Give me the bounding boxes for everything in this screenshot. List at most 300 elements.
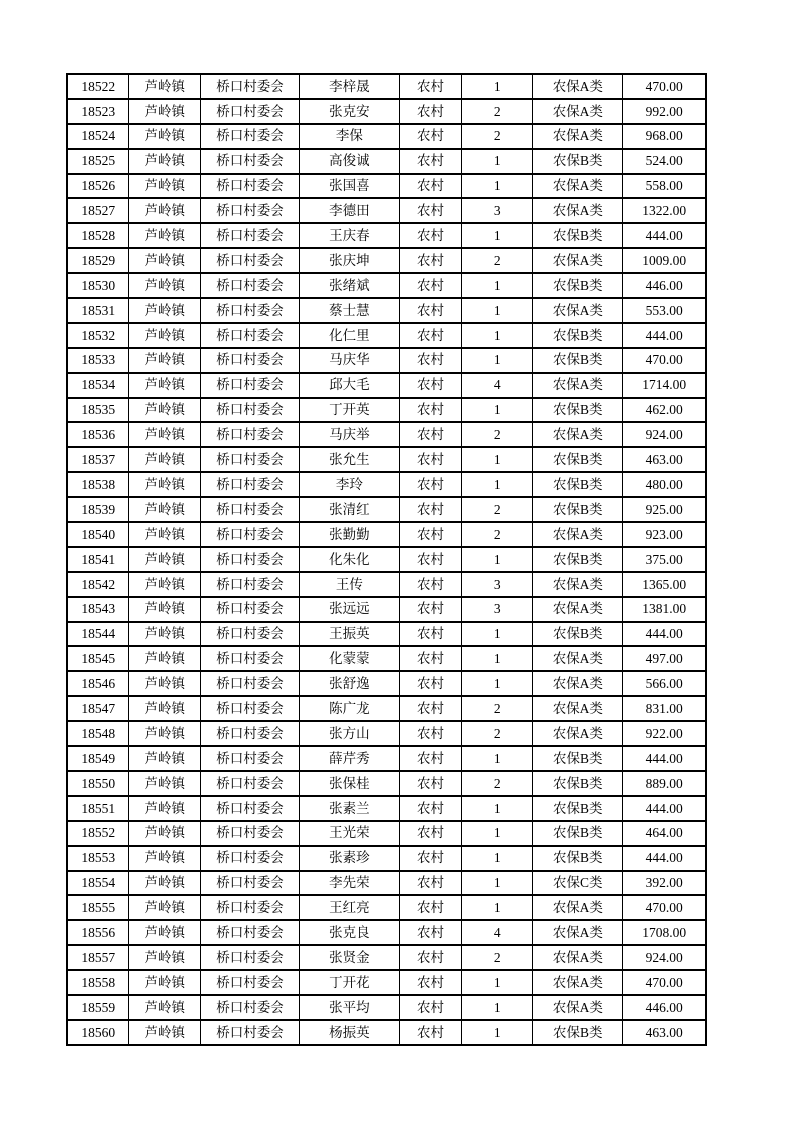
- cell-serial-number: 18527: [67, 198, 129, 223]
- cell-person-count: 1: [462, 1020, 533, 1045]
- cell-village-committee: 桥口村委会: [201, 721, 300, 746]
- cell-residence-type: 农村: [399, 99, 462, 124]
- table-row: [67, 920, 706, 945]
- cell-residence-type: 农村: [399, 124, 462, 149]
- cell-residence-type: 农村: [399, 198, 462, 223]
- cell-person-count: 1: [462, 447, 533, 472]
- cell-village-committee: 桥口村委会: [201, 447, 300, 472]
- cell-serial-number: 18548: [67, 721, 129, 746]
- table-row: [67, 646, 706, 671]
- cell-insurance-category: 农保B类: [533, 472, 623, 497]
- cell-serial-number: 18523: [67, 99, 129, 124]
- cell-amount: 470.00: [623, 348, 706, 373]
- cell-insurance-category: 农保B类: [533, 323, 623, 348]
- cell-town: 芦岭镇: [129, 871, 201, 896]
- cell-amount: 925.00: [623, 497, 706, 522]
- cell-town: 芦岭镇: [129, 497, 201, 522]
- cell-amount: 1714.00: [623, 373, 706, 398]
- cell-town: 芦岭镇: [129, 821, 201, 846]
- cell-person-name: 王振英: [300, 622, 400, 647]
- cell-residence-type: 农村: [399, 472, 462, 497]
- table-row: [67, 373, 706, 398]
- cell-amount: 922.00: [623, 721, 706, 746]
- cell-serial-number: 18555: [67, 895, 129, 920]
- cell-village-committee: 桥口村委会: [201, 223, 300, 248]
- cell-town: 芦岭镇: [129, 796, 201, 821]
- cell-village-committee: 桥口村委会: [201, 472, 300, 497]
- cell-serial-number: 18533: [67, 348, 129, 373]
- cell-town: 芦岭镇: [129, 1020, 201, 1045]
- cell-village-committee: 桥口村委会: [201, 298, 300, 323]
- cell-insurance-category: 农保A类: [533, 74, 623, 99]
- cell-village-committee: 桥口村委会: [201, 149, 300, 174]
- cell-person-name: 李玲: [300, 472, 400, 497]
- cell-residence-type: 农村: [399, 622, 462, 647]
- cell-insurance-category: 农保A类: [533, 995, 623, 1020]
- cell-amount: 470.00: [623, 895, 706, 920]
- cell-person-name: 张素兰: [300, 796, 400, 821]
- cell-residence-type: 农村: [399, 1020, 462, 1045]
- cell-town: 芦岭镇: [129, 920, 201, 945]
- cell-person-name: 张克良: [300, 920, 400, 945]
- cell-person-name: 张勤勤: [300, 522, 400, 547]
- cell-person-count: 1: [462, 323, 533, 348]
- cell-residence-type: 农村: [399, 273, 462, 298]
- table-row: [67, 174, 706, 199]
- cell-amount: 992.00: [623, 99, 706, 124]
- cell-residence-type: 农村: [399, 895, 462, 920]
- cell-serial-number: 18528: [67, 223, 129, 248]
- cell-person-name: 化蒙蒙: [300, 646, 400, 671]
- cell-insurance-category: 农保A类: [533, 248, 623, 273]
- cell-person-count: 1: [462, 472, 533, 497]
- table-row: [67, 348, 706, 373]
- cell-town: 芦岭镇: [129, 198, 201, 223]
- cell-residence-type: 农村: [399, 721, 462, 746]
- cell-person-count: 3: [462, 198, 533, 223]
- cell-town: 芦岭镇: [129, 273, 201, 298]
- cell-serial-number: 18534: [67, 373, 129, 398]
- cell-amount: 497.00: [623, 646, 706, 671]
- cell-village-committee: 桥口村委会: [201, 796, 300, 821]
- cell-person-count: 2: [462, 945, 533, 970]
- cell-amount: 444.00: [623, 846, 706, 871]
- table-row: [67, 622, 706, 647]
- cell-serial-number: 18550: [67, 771, 129, 796]
- cell-residence-type: 农村: [399, 746, 462, 771]
- cell-insurance-category: 农保B类: [533, 273, 623, 298]
- cell-amount: 444.00: [623, 323, 706, 348]
- cell-residence-type: 农村: [399, 522, 462, 547]
- cell-amount: 1365.00: [623, 572, 706, 597]
- cell-person-count: 1: [462, 895, 533, 920]
- cell-village-committee: 桥口村委会: [201, 746, 300, 771]
- table-row: [67, 124, 706, 149]
- cell-town: 芦岭镇: [129, 895, 201, 920]
- cell-village-committee: 桥口村委会: [201, 597, 300, 622]
- cell-person-count: 3: [462, 597, 533, 622]
- cell-residence-type: 农村: [399, 646, 462, 671]
- cell-village-committee: 桥口村委会: [201, 920, 300, 945]
- table-row: [67, 572, 706, 597]
- cell-insurance-category: 农保A类: [533, 99, 623, 124]
- cell-residence-type: 农村: [399, 572, 462, 597]
- cell-amount: 464.00: [623, 821, 706, 846]
- cell-insurance-category: 农保B类: [533, 1020, 623, 1045]
- table-row: [67, 945, 706, 970]
- cell-insurance-category: 农保A类: [533, 174, 623, 199]
- cell-residence-type: 农村: [399, 223, 462, 248]
- cell-village-committee: 桥口村委会: [201, 945, 300, 970]
- cell-residence-type: 农村: [399, 398, 462, 423]
- cell-insurance-category: 农保B类: [533, 771, 623, 796]
- cell-serial-number: 18556: [67, 920, 129, 945]
- cell-amount: 968.00: [623, 124, 706, 149]
- cell-person-count: 1: [462, 74, 533, 99]
- cell-village-committee: 桥口村委会: [201, 622, 300, 647]
- cell-village-committee: 桥口村委会: [201, 497, 300, 522]
- cell-residence-type: 农村: [399, 696, 462, 721]
- cell-village-committee: 桥口村委会: [201, 273, 300, 298]
- pension-records-table: [66, 73, 707, 1046]
- cell-person-name: 杨振英: [300, 1020, 400, 1045]
- table-row: [67, 1020, 706, 1045]
- cell-person-count: 1: [462, 348, 533, 373]
- cell-amount: 553.00: [623, 298, 706, 323]
- cell-serial-number: 18530: [67, 273, 129, 298]
- cell-person-count: 1: [462, 174, 533, 199]
- table-row: [67, 871, 706, 896]
- cell-person-name: 张舒逸: [300, 671, 400, 696]
- table-row: [67, 821, 706, 846]
- cell-town: 芦岭镇: [129, 422, 201, 447]
- cell-person-name: 马庆举: [300, 422, 400, 447]
- cell-insurance-category: 农保B类: [533, 821, 623, 846]
- cell-person-name: 张远远: [300, 597, 400, 622]
- cell-person-name: 丁开花: [300, 970, 400, 995]
- cell-village-committee: 桥口村委会: [201, 522, 300, 547]
- cell-town: 芦岭镇: [129, 696, 201, 721]
- cell-village-committee: 桥口村委会: [201, 198, 300, 223]
- cell-village-committee: 桥口村委会: [201, 1020, 300, 1045]
- cell-serial-number: 18539: [67, 497, 129, 522]
- cell-person-name: 张素珍: [300, 846, 400, 871]
- cell-town: 芦岭镇: [129, 646, 201, 671]
- cell-amount: 444.00: [623, 746, 706, 771]
- cell-village-committee: 桥口村委会: [201, 995, 300, 1020]
- table-row: [67, 522, 706, 547]
- cell-person-name: 丁开英: [300, 398, 400, 423]
- cell-town: 芦岭镇: [129, 771, 201, 796]
- cell-insurance-category: 农保A类: [533, 970, 623, 995]
- cell-person-count: 2: [462, 522, 533, 547]
- cell-amount: 463.00: [623, 447, 706, 472]
- cell-amount: 923.00: [623, 522, 706, 547]
- cell-village-committee: 桥口村委会: [201, 696, 300, 721]
- cell-village-committee: 桥口村委会: [201, 174, 300, 199]
- cell-person-name: 化仁里: [300, 323, 400, 348]
- table-row: [67, 771, 706, 796]
- cell-amount: 1708.00: [623, 920, 706, 945]
- cell-insurance-category: 农保A类: [533, 597, 623, 622]
- cell-town: 芦岭镇: [129, 746, 201, 771]
- cell-insurance-category: 农保B类: [533, 746, 623, 771]
- cell-village-committee: 桥口村委会: [201, 348, 300, 373]
- table-row: [67, 995, 706, 1020]
- cell-person-name: 张绪斌: [300, 273, 400, 298]
- cell-village-committee: 桥口村委会: [201, 422, 300, 447]
- cell-insurance-category: 农保A类: [533, 646, 623, 671]
- cell-serial-number: 18545: [67, 646, 129, 671]
- cell-person-count: 2: [462, 248, 533, 273]
- cell-person-name: 陈广龙: [300, 696, 400, 721]
- cell-person-name: 化朱化: [300, 547, 400, 572]
- cell-residence-type: 农村: [399, 149, 462, 174]
- cell-person-count: 2: [462, 124, 533, 149]
- cell-residence-type: 农村: [399, 796, 462, 821]
- cell-serial-number: 18524: [67, 124, 129, 149]
- cell-village-committee: 桥口村委会: [201, 895, 300, 920]
- cell-residence-type: 农村: [399, 821, 462, 846]
- cell-serial-number: 18536: [67, 422, 129, 447]
- cell-person-name: 张贤金: [300, 945, 400, 970]
- cell-person-name: 张平均: [300, 995, 400, 1020]
- cell-serial-number: 18538: [67, 472, 129, 497]
- cell-person-name: 李梓晟: [300, 74, 400, 99]
- cell-person-count: 2: [462, 497, 533, 522]
- table-row: [67, 796, 706, 821]
- cell-person-count: 1: [462, 398, 533, 423]
- table-row: [67, 298, 706, 323]
- cell-serial-number: 18525: [67, 149, 129, 174]
- cell-town: 芦岭镇: [129, 970, 201, 995]
- cell-town: 芦岭镇: [129, 74, 201, 99]
- cell-amount: 375.00: [623, 547, 706, 572]
- cell-person-count: 4: [462, 920, 533, 945]
- cell-serial-number: 18554: [67, 871, 129, 896]
- cell-person-count: 1: [462, 646, 533, 671]
- cell-person-name: 蔡士慧: [300, 298, 400, 323]
- cell-town: 芦岭镇: [129, 547, 201, 572]
- cell-village-committee: 桥口村委会: [201, 248, 300, 273]
- table-row: [67, 746, 706, 771]
- table-row: [67, 248, 706, 273]
- cell-town: 芦岭镇: [129, 447, 201, 472]
- cell-insurance-category: 农保A类: [533, 671, 623, 696]
- cell-residence-type: 农村: [399, 970, 462, 995]
- cell-insurance-category: 农保A类: [533, 298, 623, 323]
- cell-village-committee: 桥口村委会: [201, 671, 300, 696]
- cell-person-name: 王红亮: [300, 895, 400, 920]
- cell-insurance-category: 农保B类: [533, 149, 623, 174]
- table-row: [67, 99, 706, 124]
- cell-residence-type: 农村: [399, 547, 462, 572]
- cell-village-committee: 桥口村委会: [201, 646, 300, 671]
- table-row: [67, 422, 706, 447]
- cell-town: 芦岭镇: [129, 99, 201, 124]
- cell-town: 芦岭镇: [129, 522, 201, 547]
- cell-town: 芦岭镇: [129, 248, 201, 273]
- cell-town: 芦岭镇: [129, 995, 201, 1020]
- table-row: [67, 597, 706, 622]
- cell-amount: 1322.00: [623, 198, 706, 223]
- cell-person-name: 张国喜: [300, 174, 400, 199]
- table-row: [67, 149, 706, 174]
- table-row: [67, 447, 706, 472]
- cell-amount: 558.00: [623, 174, 706, 199]
- cell-person-count: 1: [462, 846, 533, 871]
- cell-amount: 444.00: [623, 223, 706, 248]
- cell-insurance-category: 农保B类: [533, 796, 623, 821]
- cell-serial-number: 18544: [67, 622, 129, 647]
- cell-person-count: 1: [462, 223, 533, 248]
- cell-village-committee: 桥口村委会: [201, 846, 300, 871]
- cell-amount: 470.00: [623, 970, 706, 995]
- cell-town: 芦岭镇: [129, 398, 201, 423]
- table-row: [67, 198, 706, 223]
- cell-serial-number: 18529: [67, 248, 129, 273]
- cell-insurance-category: 农保A类: [533, 124, 623, 149]
- table-row: [67, 671, 706, 696]
- cell-insurance-category: 农保B类: [533, 348, 623, 373]
- cell-serial-number: 18531: [67, 298, 129, 323]
- cell-insurance-category: 农保B类: [533, 497, 623, 522]
- table-row: [67, 398, 706, 423]
- cell-person-name: 王传: [300, 572, 400, 597]
- cell-person-count: 1: [462, 547, 533, 572]
- cell-person-name: 张方山: [300, 721, 400, 746]
- cell-insurance-category: 农保A类: [533, 572, 623, 597]
- cell-village-committee: 桥口村委会: [201, 398, 300, 423]
- cell-serial-number: 18522: [67, 74, 129, 99]
- cell-amount: 446.00: [623, 273, 706, 298]
- cell-village-committee: 桥口村委会: [201, 74, 300, 99]
- cell-town: 芦岭镇: [129, 124, 201, 149]
- cell-village-committee: 桥口村委会: [201, 373, 300, 398]
- cell-person-name: 张克安: [300, 99, 400, 124]
- cell-serial-number: 18540: [67, 522, 129, 547]
- cell-person-count: 2: [462, 696, 533, 721]
- cell-amount: 1009.00: [623, 248, 706, 273]
- cell-person-count: 1: [462, 871, 533, 896]
- cell-insurance-category: 农保A类: [533, 721, 623, 746]
- cell-insurance-category: 农保A类: [533, 522, 623, 547]
- cell-person-name: 李保: [300, 124, 400, 149]
- cell-person-count: 2: [462, 721, 533, 746]
- cell-village-committee: 桥口村委会: [201, 323, 300, 348]
- cell-person-count: 3: [462, 572, 533, 597]
- cell-person-count: 1: [462, 796, 533, 821]
- cell-insurance-category: 农保A类: [533, 945, 623, 970]
- cell-residence-type: 农村: [399, 846, 462, 871]
- cell-insurance-category: 农保B类: [533, 447, 623, 472]
- cell-residence-type: 农村: [399, 671, 462, 696]
- cell-serial-number: 18526: [67, 174, 129, 199]
- cell-person-count: 1: [462, 622, 533, 647]
- cell-person-count: 1: [462, 273, 533, 298]
- cell-town: 芦岭镇: [129, 597, 201, 622]
- cell-town: 芦岭镇: [129, 945, 201, 970]
- cell-residence-type: 农村: [399, 323, 462, 348]
- cell-residence-type: 农村: [399, 497, 462, 522]
- cell-insurance-category: 农保A类: [533, 895, 623, 920]
- cell-amount: 480.00: [623, 472, 706, 497]
- cell-insurance-category: 农保A类: [533, 373, 623, 398]
- cell-residence-type: 农村: [399, 771, 462, 796]
- cell-residence-type: 农村: [399, 298, 462, 323]
- cell-insurance-category: 农保A类: [533, 920, 623, 945]
- cell-village-committee: 桥口村委会: [201, 821, 300, 846]
- cell-residence-type: 农村: [399, 422, 462, 447]
- cell-town: 芦岭镇: [129, 373, 201, 398]
- cell-person-count: 1: [462, 821, 533, 846]
- cell-village-committee: 桥口村委会: [201, 970, 300, 995]
- cell-village-committee: 桥口村委会: [201, 871, 300, 896]
- cell-residence-type: 农村: [399, 174, 462, 199]
- cell-amount: 566.00: [623, 671, 706, 696]
- cell-town: 芦岭镇: [129, 846, 201, 871]
- cell-residence-type: 农村: [399, 74, 462, 99]
- cell-serial-number: 18557: [67, 945, 129, 970]
- cell-person-count: 1: [462, 298, 533, 323]
- table-row: [67, 547, 706, 572]
- cell-person-name: 张庆坤: [300, 248, 400, 273]
- cell-serial-number: 18542: [67, 572, 129, 597]
- cell-person-count: 1: [462, 149, 533, 174]
- cell-amount: 889.00: [623, 771, 706, 796]
- cell-amount: 1381.00: [623, 597, 706, 622]
- cell-insurance-category: 农保A类: [533, 696, 623, 721]
- cell-insurance-category: 农保B类: [533, 622, 623, 647]
- cell-insurance-category: 农保B类: [533, 846, 623, 871]
- cell-person-count: 1: [462, 970, 533, 995]
- cell-town: 芦岭镇: [129, 472, 201, 497]
- cell-person-name: 邱大毛: [300, 373, 400, 398]
- table-row: [67, 721, 706, 746]
- cell-serial-number: 18537: [67, 447, 129, 472]
- cell-person-count: 1: [462, 746, 533, 771]
- cell-person-count: 1: [462, 671, 533, 696]
- cell-person-count: 1: [462, 995, 533, 1020]
- table-row: [67, 497, 706, 522]
- table-row: [67, 74, 706, 99]
- table-row: [67, 223, 706, 248]
- cell-amount: 924.00: [623, 422, 706, 447]
- cell-amount: 446.00: [623, 995, 706, 1020]
- table-row: [67, 323, 706, 348]
- cell-residence-type: 农村: [399, 995, 462, 1020]
- cell-person-name: 张保桂: [300, 771, 400, 796]
- cell-village-committee: 桥口村委会: [201, 771, 300, 796]
- cell-town: 芦岭镇: [129, 622, 201, 647]
- table-row: [67, 273, 706, 298]
- cell-amount: 463.00: [623, 1020, 706, 1045]
- cell-person-name: 李先荣: [300, 871, 400, 896]
- table-row: [67, 895, 706, 920]
- cell-serial-number: 18553: [67, 846, 129, 871]
- cell-insurance-category: 农保C类: [533, 871, 623, 896]
- cell-amount: 924.00: [623, 945, 706, 970]
- cell-insurance-category: 农保B类: [533, 547, 623, 572]
- cell-person-count: 4: [462, 373, 533, 398]
- cell-town: 芦岭镇: [129, 223, 201, 248]
- cell-person-name: 张清红: [300, 497, 400, 522]
- cell-amount: 444.00: [623, 796, 706, 821]
- cell-insurance-category: 农保A类: [533, 422, 623, 447]
- cell-amount: 524.00: [623, 149, 706, 174]
- cell-residence-type: 农村: [399, 348, 462, 373]
- cell-insurance-category: 农保B类: [533, 223, 623, 248]
